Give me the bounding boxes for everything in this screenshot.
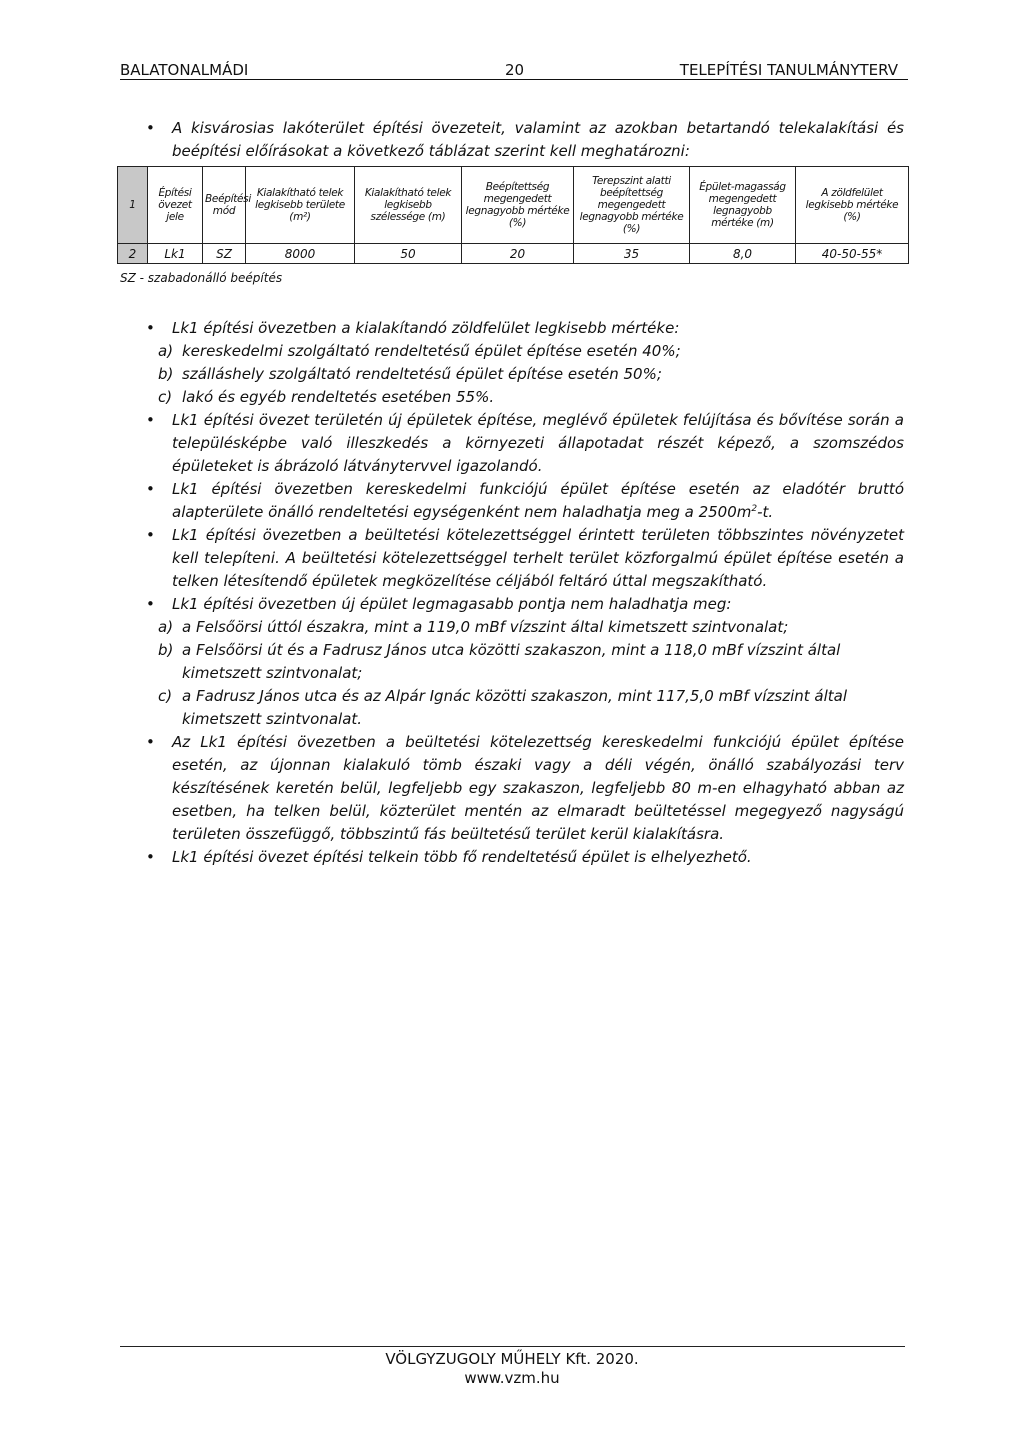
- table-cell: SZ: [203, 244, 246, 264]
- sub-letter: b): [158, 365, 174, 383]
- sub-item: [146, 386, 904, 409]
- sub-letter: a): [158, 618, 174, 636]
- sub-text: a Fadrusz János utca és az Alpár Ignác közötti szakaszon, mint 117,5,0 mBf vízszint által kimetszett szintvonalat.: [182, 687, 848, 728]
- column-header: Kialakítható telek legkisebb szélessége (m): [355, 167, 462, 244]
- table-note: SZ - szabadonálló beépítés: [120, 271, 283, 285]
- sub-letter: c): [158, 388, 173, 406]
- sub-item: [146, 685, 904, 731]
- sub-text: kereskedelmi szolgáltató rendeltetésű épület építése esetén 40%;: [182, 342, 681, 360]
- sub-text: a Felsőörsi úttól északra, mint a 119,0 mBf vízszint által kimetszett szintvonalat;: [182, 618, 789, 636]
- row-index: 1: [118, 167, 148, 244]
- column-header: Beépítettség megengedett legnagyobb mértéke (%): [462, 167, 574, 244]
- bullet-greenspace: [146, 317, 904, 340]
- bullet-text: Lk1 építési övezetben kereskedelmi funkciójú épület építése esetén az eladótér bruttó alapterülete önálló rendeltetési egységenként nem haladhatja meg a 2500m: [172, 480, 904, 521]
- sub-text: lakó és egyéb rendeltetés esetében 55%.: [182, 388, 495, 406]
- sub-letter: a): [158, 342, 174, 360]
- table-cell: 20: [462, 244, 574, 264]
- table-cell: 40-50-55*: [796, 244, 909, 264]
- sub-letter: b): [158, 641, 174, 659]
- rules-section: [146, 317, 904, 869]
- table-cell: 50: [355, 244, 462, 264]
- column-header: Terepszint alatti beépítettség megengedett legnagyobb mértéke (%): [574, 167, 690, 244]
- intro-bullet: • A kisvárosias lakóterület építési övezeteit, valamint az azokban betartandó telekalakítási és beépítési előírásokat a következő táblázat szerint kell meghatározni:: [146, 117, 904, 163]
- column-header: Kialakítható telek legkisebb területe (m²): [246, 167, 355, 244]
- table-cell: 8,0: [690, 244, 796, 264]
- bullet-height: [146, 593, 904, 616]
- superscript: 2: [751, 504, 758, 514]
- intro-section: [146, 117, 904, 163]
- footer-company: VÖLGYZUGOLY MŰHELY Kft. 2020.: [385, 1350, 639, 1368]
- footer-url[interactable]: www.vzm.hu: [464, 1369, 560, 1387]
- sub-item: [146, 340, 904, 363]
- column-header: A zöldfelület legkisebb mértéke (%): [796, 167, 909, 244]
- bullet-text: Lk1 építési övezetben új épület legmagasabb pontja nem haladhatja meg:: [172, 595, 732, 613]
- table-header-row: [118, 167, 909, 244]
- header-left-title: BALATONALMÁDI: [120, 61, 249, 79]
- table-cell: Lk1: [148, 244, 203, 264]
- sub-item: [146, 363, 904, 386]
- bullet-sales-area: [146, 478, 904, 524]
- zoning-table: [117, 166, 909, 264]
- column-header: Építési övezet jele: [148, 167, 203, 244]
- bullet-text: Lk1 építési övezetben a kialakítandó zöldfelület legkisebb mértéke:: [172, 319, 680, 337]
- bullet-townscape: • Lk1 építési övezet területén új épületek építése, meglévő épületek felújítása és bővítése során a településképbe való illeszkedés a környezeti állapotadat részét képező, a szomszédos épületeket is ábrázoló látványtervvel igazolandó.: [146, 409, 904, 478]
- sub-item: [146, 616, 904, 639]
- table-cell: 35: [574, 244, 690, 264]
- sub-text: a Felsőörsi út és a Fadrusz János utca közötti szakaszon, mint a 118,0 mBf vízszint által kimetszett szintvonalat;: [182, 641, 841, 682]
- table-cell: 8000: [246, 244, 355, 264]
- bullet-planting: • Lk1 építési övezetben a beültetési kötelezettséggel érintett területen többszintes növényzetet kell telepíteni. A beültetési kötelezettséggel terhelt terület közforgalmú épület építése esetén a telken létesítendő épületek megközelítése céljából feltáró úttal megszakítható.: [146, 524, 904, 593]
- table-row: [118, 244, 909, 264]
- bullet-planting-exception: • Az Lk1 építési övezetben a beültetési kötelezettség kereskedelmi funkciójú épület építése esetén, az újonnan kialakuló tömb északi vagy a déli végén, önálló szabályozási terv készítésének keretén belül, legfeljebb egy szakaszon, legfeljebb 80 m-en elhagyható abban az esetben, ha telken belül, közterület mentén az elmaradt beültetéssel megegyező nagyságú területen összefüggő, többszintű fás beültetésű terület kerül kialakításra.: [146, 731, 904, 846]
- header-right-title: TELEPÍTÉSI TANULMÁNYTERV: [679, 61, 898, 79]
- sub-item: [146, 639, 904, 685]
- page-number: 20: [505, 61, 525, 79]
- footer-divider: [120, 1346, 905, 1347]
- bullet-text-end: -t.: [757, 503, 774, 521]
- row-index: 2: [118, 244, 148, 264]
- sub-text: szálláshely szolgáltató rendeltetésű épület építése esetén 50%;: [182, 365, 662, 383]
- sub-letter: c): [158, 687, 173, 705]
- page-header: [120, 61, 908, 80]
- bullet-multiple-buildings: • Lk1 építési övezet építési telkein több fő rendeltetésű épület is elhelyezhető.: [146, 846, 904, 869]
- column-header: Beépítési mód: [203, 167, 246, 244]
- column-header: Épület-magasság megengedett legnagyobb mértéke (m): [690, 167, 796, 244]
